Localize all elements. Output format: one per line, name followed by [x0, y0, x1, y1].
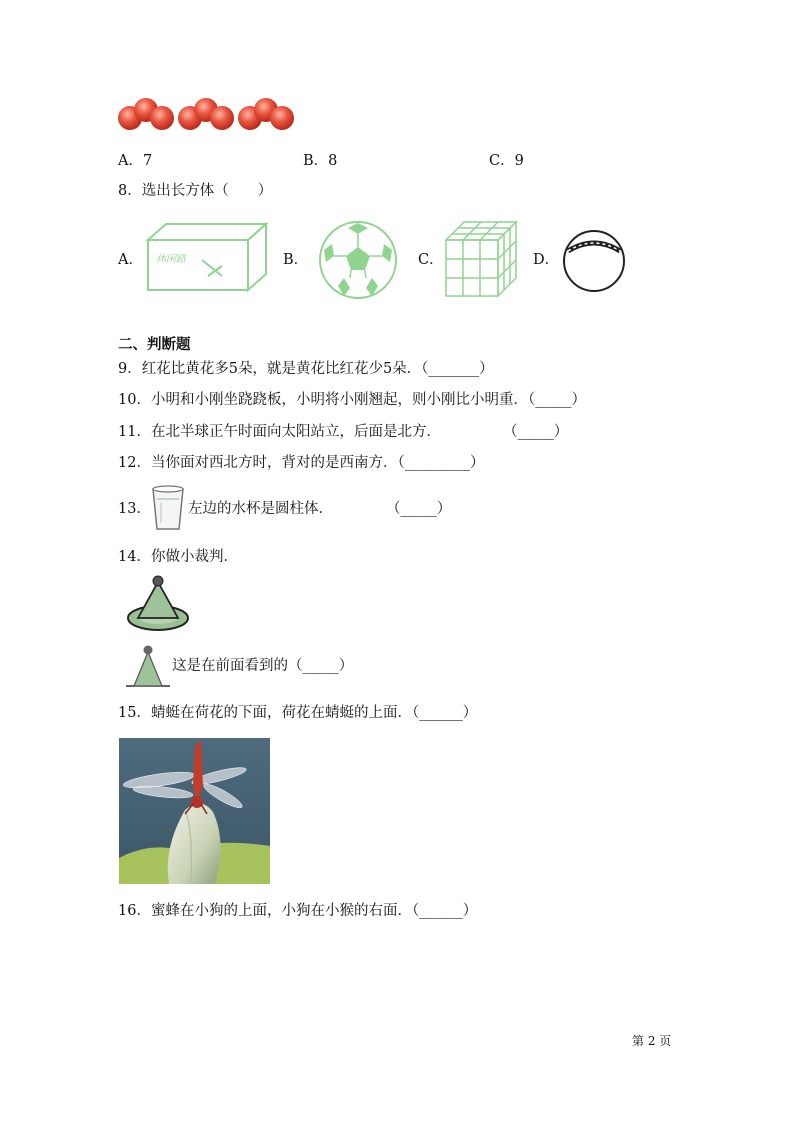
apples-image — [118, 92, 298, 134]
box-label: 休闲路 — [156, 254, 186, 265]
q10-text: 10．小明和小刚坐跷跷板，小明将小刚翘起，则小刚比小明重．（_____） — [118, 392, 586, 408]
cube-icon — [444, 220, 518, 298]
q7-option-b: B．8 — [303, 153, 338, 169]
q7-option-c: C．9 — [489, 153, 524, 169]
section-title: 二、判断题 — [118, 336, 191, 353]
q13-number: 13． — [118, 501, 151, 517]
q11-blank: （_____） — [503, 424, 569, 440]
q8-stem: 8．选出长方体（ ） — [118, 183, 273, 199]
q8-label-c: C． — [418, 252, 444, 268]
soccer-ball-icon — [318, 220, 398, 300]
q8-label-d: D． — [533, 252, 560, 268]
hat-front-view-icon — [124, 642, 172, 690]
q14-text: 14．你做小裁判． — [118, 549, 238, 565]
q9-text: 9．红花比黄花多5朵，就是黄花比红花少5朵．（_______） — [118, 361, 494, 377]
water-cup-icon — [151, 485, 185, 531]
q13-text: 左边的水杯是圆柱体． — [188, 501, 333, 517]
q7-option-a: A．7 — [118, 153, 153, 169]
q13-blank: （_____） — [386, 501, 452, 517]
q12-text: 12．当你面对西北方时，背对的是西南方．（_________） — [118, 455, 485, 471]
apples-icon — [118, 92, 298, 134]
dragonfly-lotus-photo — [119, 738, 270, 884]
q8-label-a: A． — [118, 252, 143, 268]
ball-icon — [562, 229, 626, 293]
q11-text: 11．在北半球正午时面向太阳站立，后面是北方． — [118, 424, 441, 440]
hat-icon — [126, 574, 190, 632]
page-number: 第 2 页 — [632, 1034, 672, 1048]
q16-text: 16．蜜蜂在小狗的上面，小狗在小猴的右面．（______） — [118, 903, 478, 919]
q8-label-b: B． — [283, 252, 309, 268]
rectangular-box-icon — [146, 220, 270, 294]
q15-text: 15．蜻蜓在荷花的下面，荷花在蜻蜓的上面．（______） — [118, 705, 478, 721]
q14-subtext: 这是在前面看到的（_____） — [172, 658, 354, 674]
